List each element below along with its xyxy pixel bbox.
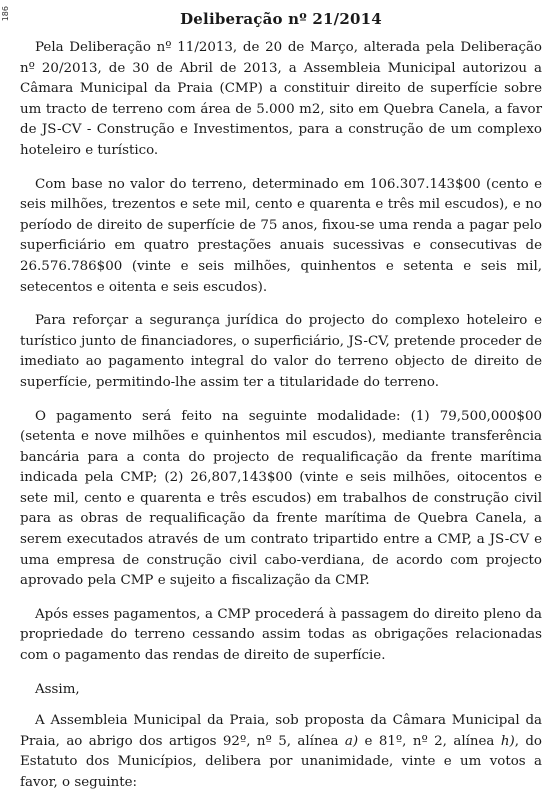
page-number: 186 bbox=[1, 6, 10, 22]
resolution-italic-a: a) bbox=[344, 733, 359, 749]
resolution-italic-h: h) bbox=[500, 733, 515, 749]
resolution-text-2: e 81º, nº 2, alínea bbox=[358, 733, 501, 749]
document-body bbox=[20, 10, 542, 807]
paragraph-constitution: Pela Deliberação nº 11/2013, de 20 de Março, alterada pela Deliberação nº 20/2013, de 30 de Abril de 2013, a Assembleia Municipal autorizou a Câmara Municipal da Praia (CMP) a constituir direito de superfície sobre um tracto de terreno com área de 5.000 m2, sito em Quebra Canela, a favor de JS-CV - Construção e Investimentos, para a construção de um complexo hoteleiro e turístico. bbox=[20, 40, 542, 158]
resolution-text-1: A Assembleia Municipal da Praia, sob proposta da Câmara Municipal da Praia, ao abrigo dos artigos 92º, nº 5, alínea bbox=[20, 713, 542, 749]
document-title: Deliberação nº 21/2014 bbox=[180, 10, 382, 28]
paragraph-assim: Assim, bbox=[35, 681, 80, 697]
paragraph-payment-terms: O pagamento será feito na seguinte modalidade: (1) 79,500,000$00 (setenta e nove milhões e quinhentos mil escudos), mediante transferência bancária para a conta do projecto de requalificação da frente marítima indicada pela CMP; (2) 26,807,143$00 (vinte e seis milhões, oitocentos e sete mil, cento e quarenta e três escudos) em trabalhos de construção civil para as obras de requalificação da frente marítima de Quebra Canela, a serem executados através de um contrato tripartido entre a CMP, a JS-CV e uma empresa de construção civil cabo-verdiana, de acordo com projecto aprovado pela CMP e sujeito a fiscalização da CMP. bbox=[20, 408, 542, 589]
paragraph-rent: Com base no valor do terreno, determinado em 106.307.143$00 (cento e seis milhões, trezentos e sete mil, cento e quarenta e três mil escudos), e no período de direito de superfície de 75 anos, fixou-se uma renda a pagar pelo superficiário em quatro prestações anuais sucessivas e consecutivas de 26.576.786$00 (vinte e seis milhões, quinhentos e setenta e seis mil, setecentos e oitenta e seis escudos). bbox=[20, 176, 542, 295]
resolution-text-3: , do Estatuto dos Municípios, delibera por unanimidade, vinte e um votos a favor, o seguinte: bbox=[20, 733, 542, 790]
paragraph-resolution bbox=[20, 711, 542, 793]
paragraph-legal-security: Para reforçar a segurança jurídica do projecto do complexo hoteleiro e turístico junto de financiadores, o superficiário, JS-CV, pretende proceder de imediato ao pagamento integral do valor do terreno objecto de direito de superfície, permitindo-lhe assim ter a titularidade do terreno. bbox=[20, 313, 542, 390]
paragraph-property-transfer: Após esses pagamentos, a CMP procederá à passagem do direito pleno da propriedade do terreno cessando assim todas as obrigações relacionadas com o pagamento das rendas de direito de superfície. bbox=[20, 606, 542, 664]
